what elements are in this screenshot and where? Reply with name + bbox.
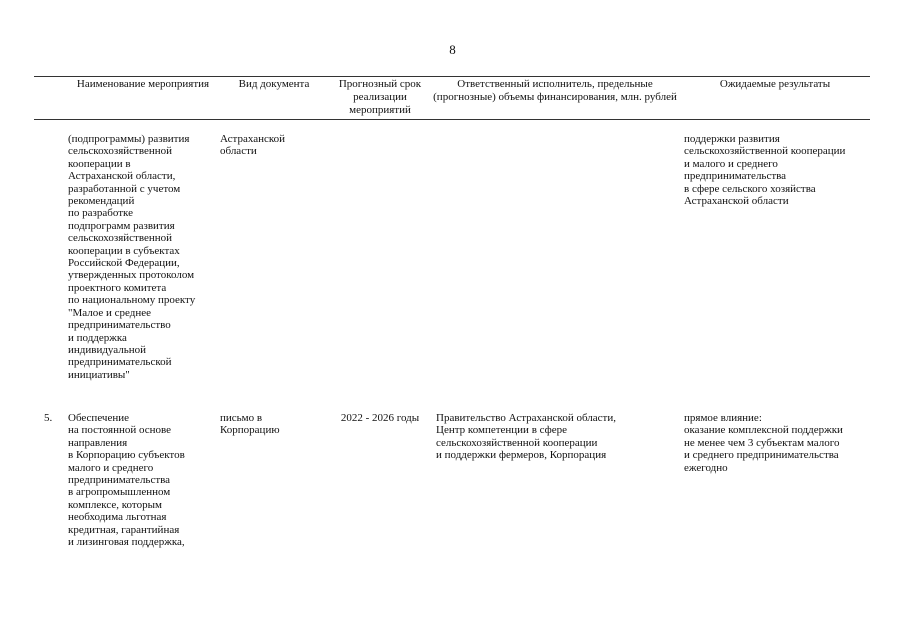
row2-doc-type: письмо в Корпорацию — [220, 412, 280, 437]
table-header-bottom-border — [34, 119, 870, 120]
row2-responsible: Правительство Астраханской области, Центр компетенции в сфере сельскохозяйственной кооперации и поддержки фермеров, Корпорация — [436, 412, 616, 462]
header-responsible: Ответственный исполнитель, предельные (прогнозные) объемы финансирования, млн. рублей — [433, 78, 677, 103]
header-name: Наименование мероприятия — [76, 78, 210, 90]
row2-name: Обеспечение на постоянной основе направления в Корпорацию субъектов малого и среднего предпринимательства в агропромышленном комплексе, которым необходима льготная кредитная, гарантийная и лизинговая поддержка, — [68, 412, 185, 549]
header-results: Ожидаемые результаты — [719, 78, 831, 90]
row1-results: поддержки развития сельскохозяйственной кооперации и малого и среднего предпринимательства в сфере сельского хозяйства Астраханской области — [684, 133, 846, 208]
row2-results: прямое влияние: оказание комплексной поддержки не менее чем 3 субъектам малого и среднего предпринимательства ежегодно — [684, 412, 843, 474]
row1-name: (подпрограммы) развития сельскохозяйственной кооперации в Астраханской области, разработанной с учетом рекомендаций по разработке подпрограмм развития сельскохозяйственной кооперации в субъектах Российской Федерации, утвержденных протоколом проектного комитета по национальному проекту "Малое и среднее предпринимательство и поддержка индивидуальной предпринимательской инициативы" — [68, 133, 196, 381]
row2-term: 2022 - 2026 годы — [340, 412, 420, 424]
header-term: Прогнозный срок реализации мероприятий — [338, 78, 422, 116]
row2-number: 5. — [44, 412, 53, 424]
table-top-border — [34, 76, 870, 77]
header-doc-type: Вид документа — [238, 78, 310, 90]
row1-doc-type: Астраханской области — [220, 133, 286, 158]
page-number: 8 — [449, 42, 456, 57]
